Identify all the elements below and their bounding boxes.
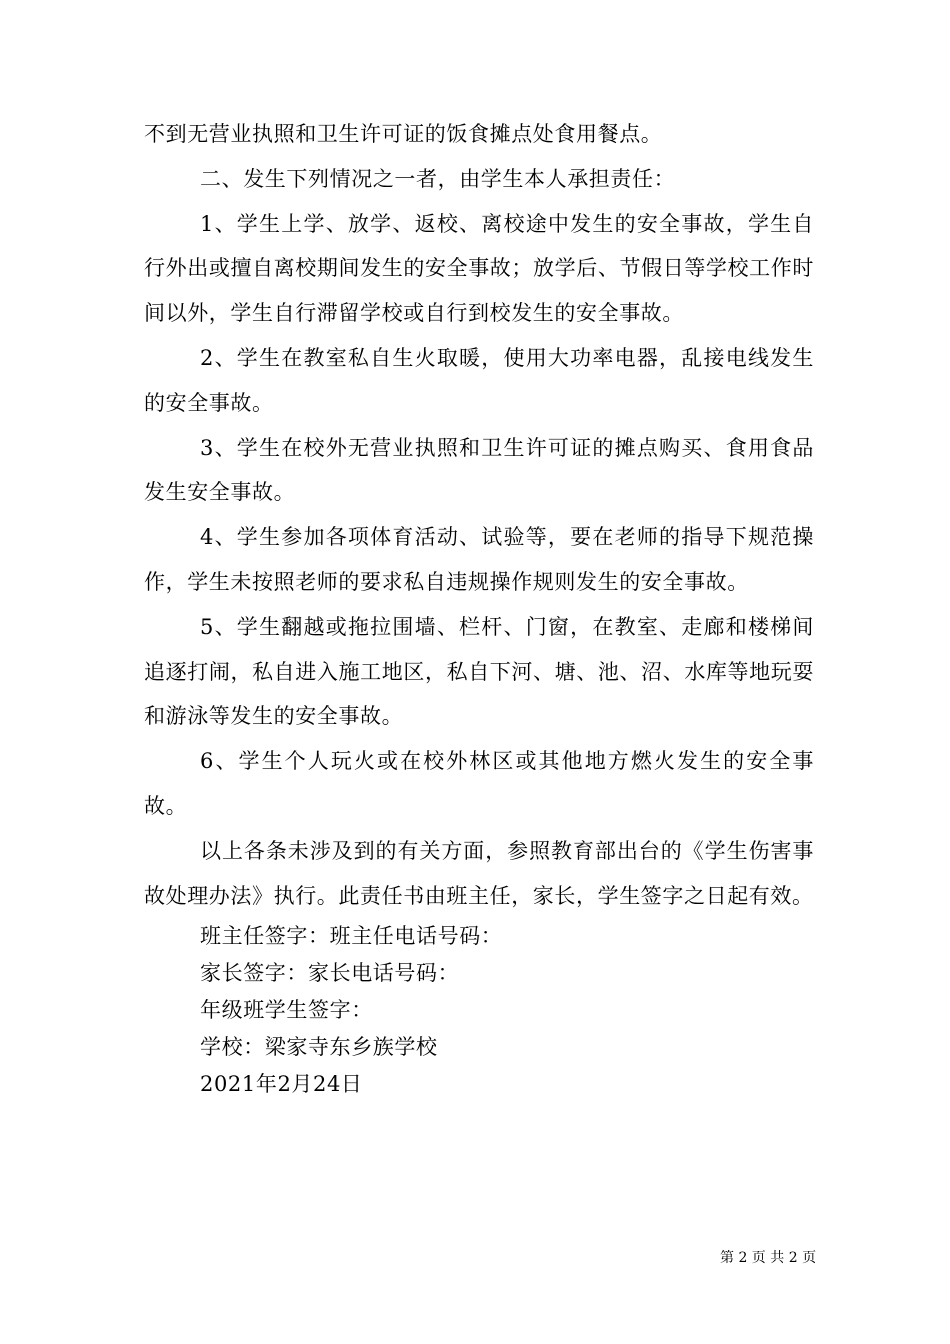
signature-student: 年级班学生签字： xyxy=(200,997,373,1022)
paragraph-item-1: 1、学生上学、放学、返校、离校途中发生的安全事故，学生自行外出或擅自离校期间发生的安全事故；放学后、节假日等学校工作时间以外，学生自行滞留学校或自行到校发生的安全事故。 xyxy=(144,211,814,326)
page-number: 第 2 页 共 2 页 xyxy=(720,1250,817,1266)
document-date: 2021年2月24日 xyxy=(200,1071,363,1096)
paragraph-closing: 以上各条未涉及到的有关方面，参照教育部出台的《学生伤害事故处理办法》执行。此责任书由班主任，家长，学生签字之日起有效。 xyxy=(144,838,814,908)
paragraph-item-4: 4、学生参加各项体育活动、试验等，要在老师的指导下规范操作，学生未按照老师的要求私自违规操作规则发生的安全事故。 xyxy=(144,525,814,594)
paragraph-item-3: 3、学生在校外无营业执照和卫生许可证的摊点购买、食用食品发生安全事故。 xyxy=(144,435,814,505)
signature-block xyxy=(144,918,814,1102)
school-name: 学校：梁家寺东乡族学校 xyxy=(200,1034,438,1059)
paragraph-item-6: 6、学生个人玩火或在校外林区或其他地方燃火发生的安全事故。 xyxy=(144,749,814,818)
paragraph-item-2: 2、学生在教室私自生火取暖，使用大功率电器，乱接电线发生的安全事故。 xyxy=(144,345,814,415)
paragraph-item-5: 5、学生翻越或拖拉围墙、栏杆、门窗，在教室、走廊和楼梯间追逐打闹，私自进入施工地区，私自下河、塘、池、沼、水库等地玩耍和游泳等发生的安全事故。 xyxy=(144,614,814,729)
document-body xyxy=(144,112,814,1102)
paragraph-continuation: 不到无营业执照和卫生许可证的饭食摊点处食用餐点。 xyxy=(144,122,663,146)
signature-parent: 家长签字：家长电话号码： xyxy=(200,961,460,986)
paragraph-section-heading: 二、发生下列情况之一者，由学生本人承担责任： xyxy=(200,166,676,191)
signature-teacher: 班主任签字：班主任电话号码： xyxy=(200,924,503,949)
